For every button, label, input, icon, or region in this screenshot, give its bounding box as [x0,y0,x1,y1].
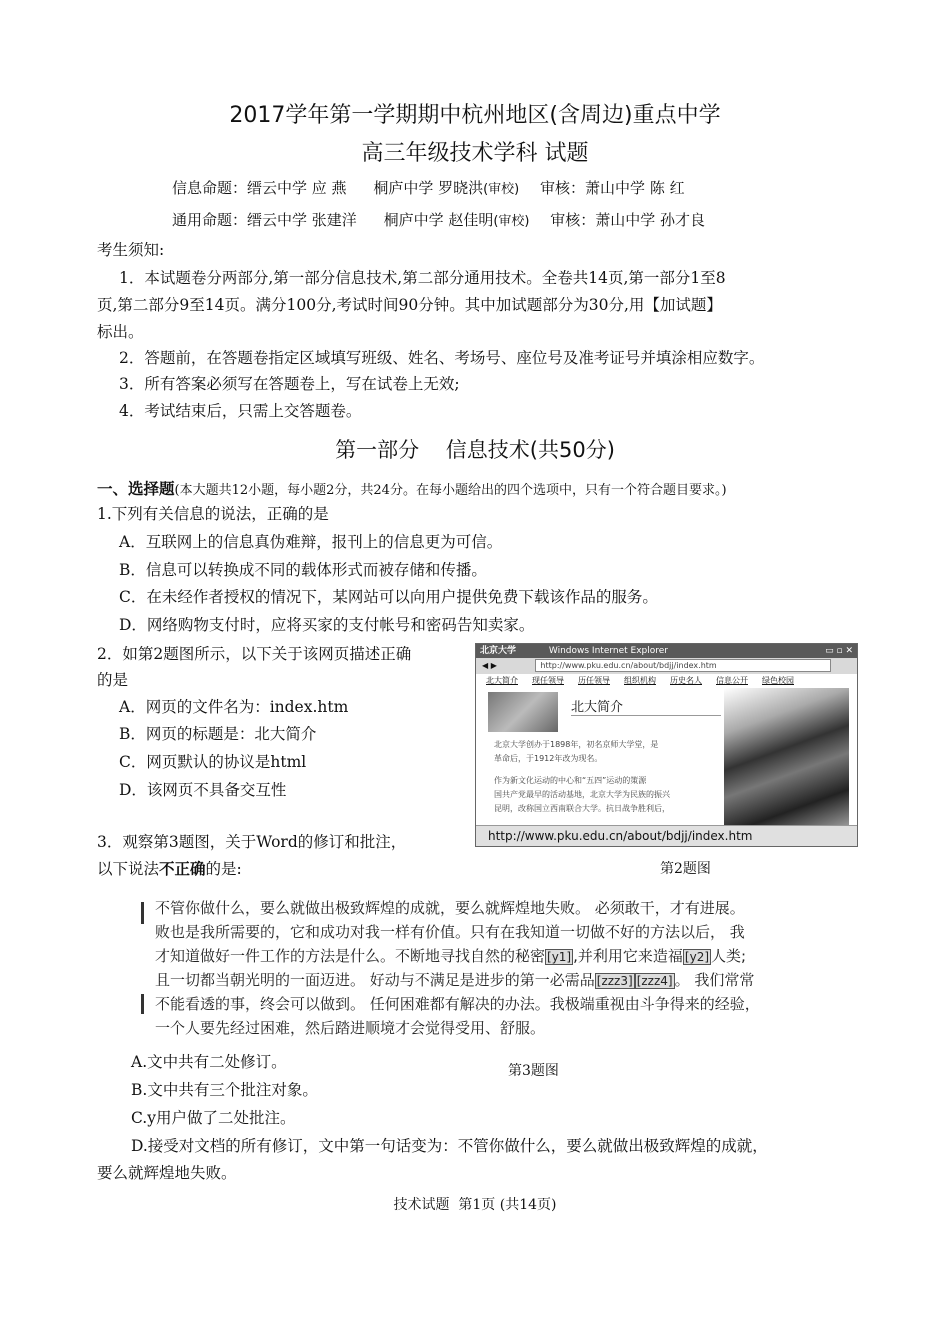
status-url: http://www.pku.edu.cn/about/bdjj/index.htm [488,829,753,843]
q3-option-d-line-2: 要么就辉煌地失败。 [97,1164,237,1182]
nav-item: 北大简介 [486,676,518,685]
article-line: 国共产党最早的活动基地，北京大学为民族的振兴 [494,790,670,799]
part-heading-note: (本大题共12小题，每小题2分，共24分。在每小题给出的四个选项中，只有一个符合题目要求。) [174,483,727,498]
notice-item-1-line-3: 标出。 [97,323,144,341]
comment-marker: [zzz4] [636,974,673,988]
q3-caption: 第3题图 [508,1063,559,1079]
notice-item-4: 4．考试结束后，只需上交答题卷。 [119,402,362,420]
word-line [155,944,845,968]
q3-stem-line-1: 3．观察第3题图，关于Word的修订和批注， [97,833,407,851]
staff-general-author: 通用命题：缙云中学 张建洋 [172,211,357,229]
word-line: 不管你做什么，要么就做出极致辉煌的成就，要么就辉煌地失败。 必须敢干，才有进展。 [155,899,745,917]
notice-item-3: 3．所有答案必须写在答题卷上，写在试卷上无效; [119,375,460,393]
revision-bar [141,902,144,924]
q2-option-a: A．网页的文件名为：index.htm [119,698,349,716]
word-text: 才知道做好一件工作的方法是什么。不断地寻找自然的秘密 [155,947,546,965]
exam-subtitle: 高三年级技术学科 试题 [361,141,589,166]
q2-option-c: C．网页默认的协议是html [119,753,307,771]
browser-title-bar [476,644,857,658]
word-text: 且一切都当朝光明的一面迈进。 好动与不满足是进步的第一必需品 [155,971,595,989]
q1-stem: 1.下列有关信息的说法，正确的是 [97,505,329,523]
window-controls-icon: ▭ ▫ ✕ [825,646,853,656]
article-line: 昆明，改称国立西南联合大学。抗日战争胜利后， [494,804,670,813]
page-footer: 技术试题 第1页 (共14页) [393,1197,557,1213]
q3-option-c: C.y用户做了二处批注。 [131,1109,296,1127]
q1-option-d: D．网络购物支付时，应将买家的支付帐号和密码告知卖家。 [119,616,535,634]
browser-address-bar [476,658,857,674]
word-line: 不能看透的事，终会可以做到。 任何困难都有解决的办法。我极端重视由斗争得来的经验， [155,995,760,1013]
nav-item: 历史名人 [670,676,702,685]
notice-item-1-line-1: 1．本试题卷分两部分,第一部分信息技术,第二部分通用技术。全卷共14页,第一部分1至8 [119,269,726,287]
word-text: 人类; [711,947,747,965]
comment-marker: [zzz3] [596,974,633,988]
q2-browser-figure [475,643,858,847]
part-heading [97,477,727,499]
browser-article [494,738,670,816]
comment-marker: [y1] [547,950,572,964]
q2-caption: 第2题图 [660,861,711,877]
back-forward-icon: ◀ ▶ [482,661,497,670]
q3-option-d-line-1: D.接受对文档的所有修订，文中第一句话变为：不管你做什么，要么就做出极致辉煌的成就， [131,1137,768,1155]
q3-stem-pre: 以下说法 [97,860,160,878]
exam-title: 2017学年第一学期期中杭州地区(含周边)重点中学 [229,103,721,128]
article-line: 北京大学创办于1898年，初名京师大学堂，是 [494,740,659,749]
q3-option-a: A.文中共有二处修订。 [131,1053,287,1071]
word-text: ,并利用它来造福 [573,947,683,965]
nav-item: 现任领导 [532,676,564,685]
notice-item-1-line-2: 页,第二部分9至14页。满分100分,考试时间90分钟。其中加试题部分为30分,用【加试题】 [97,296,722,314]
browser-content [476,688,857,826]
section-title: 第一部分 信息技术(共50分) [335,438,615,462]
article-line: 作为新文化运动的中心和“五四”运动的策源 [494,776,647,785]
notice-item-2: 2．答题前，在答题卷指定区域填写班级、姓名、考场号、座位号及准考证号并填涂相应数字。 [119,349,765,367]
q2-option-d: D．该网页不具备交互性 [119,781,287,799]
q1-option-a: A．互联网上的信息真伪难辩，报刊上的信息更为可信。 [119,533,503,551]
campus-thumbnail [488,692,558,732]
staff-general-note: (审校) [493,214,530,229]
nav-item: 历任领导 [578,676,610,685]
nav-item: 绿色校园 [762,676,794,685]
revision-bar [141,994,144,1014]
staff-info-note: (审校) [483,182,520,197]
staff-row-info [172,177,685,198]
q3-word-figure [155,896,845,1044]
staff-general-reviewer: 桐庐中学 赵佳明 [383,211,494,229]
q3-stem-emphasis: 不正确 [159,860,206,878]
comment-marker: [y2] [684,950,710,964]
staff-info-checker: 审核：萧山中学 陈 红 [540,179,685,197]
article-line: 革命后，于1912年改为现名。 [494,754,603,763]
q3-option-b: B.文中共有三个批注对象。 [131,1081,318,1099]
browser-status-bar [476,825,858,846]
q2-stem-line-2: 的是 [97,671,129,689]
word-line: 败也是我所需要的，它和成功对我一样有价值。只有在我知道一切做不好的方法以后， 我 [155,923,745,941]
browser-url-field: http://www.pku.edu.cn/about/bdjj/index.htm [535,659,831,672]
browser-logo: 北京大学 [480,646,517,656]
q1-option-c: C．在未经作者授权的情况下，某网站可以向用户提供免费下载该作品的服务。 [119,588,658,606]
q1-option-b: B．信息可以转换成不同的载体形式而被存储和传播。 [119,561,487,579]
staff-info-author: 信息命题：缙云中学 应 燕 [172,179,347,197]
part-heading-label: 一、选择题 [97,480,175,498]
nav-item: 组织机构 [624,676,656,685]
browser-page-heading: 北大简介 [571,696,721,716]
q2-option-b: B．网页的标题是：北大简介 [119,725,317,743]
browser-window-title: Windows Internet Explorer [548,646,668,656]
browser-site-nav [476,674,857,688]
staff-row-general [172,209,705,230]
staff-info-reviewer: 桐庐中学 罗晓洪 [373,179,484,197]
staff-general-checker: 审核：萧山中学 孙才良 [550,211,706,229]
nav-item: 信息公开 [716,676,748,685]
gate-photo [724,688,849,826]
q3-stem-line-2 [97,857,242,879]
word-text: 。 我们常常 [674,971,755,989]
q2-stem-line-1: 2．如第2题图所示，以下关于该网页描述正确 [97,645,412,663]
word-line: 一个人要先经过困难，然后踏进顺境才会觉得受用、舒服。 [155,1019,546,1037]
word-line [155,968,845,992]
notice-heading: 考生须知: [97,241,165,259]
q3-stem-post: 的是: [205,860,242,878]
